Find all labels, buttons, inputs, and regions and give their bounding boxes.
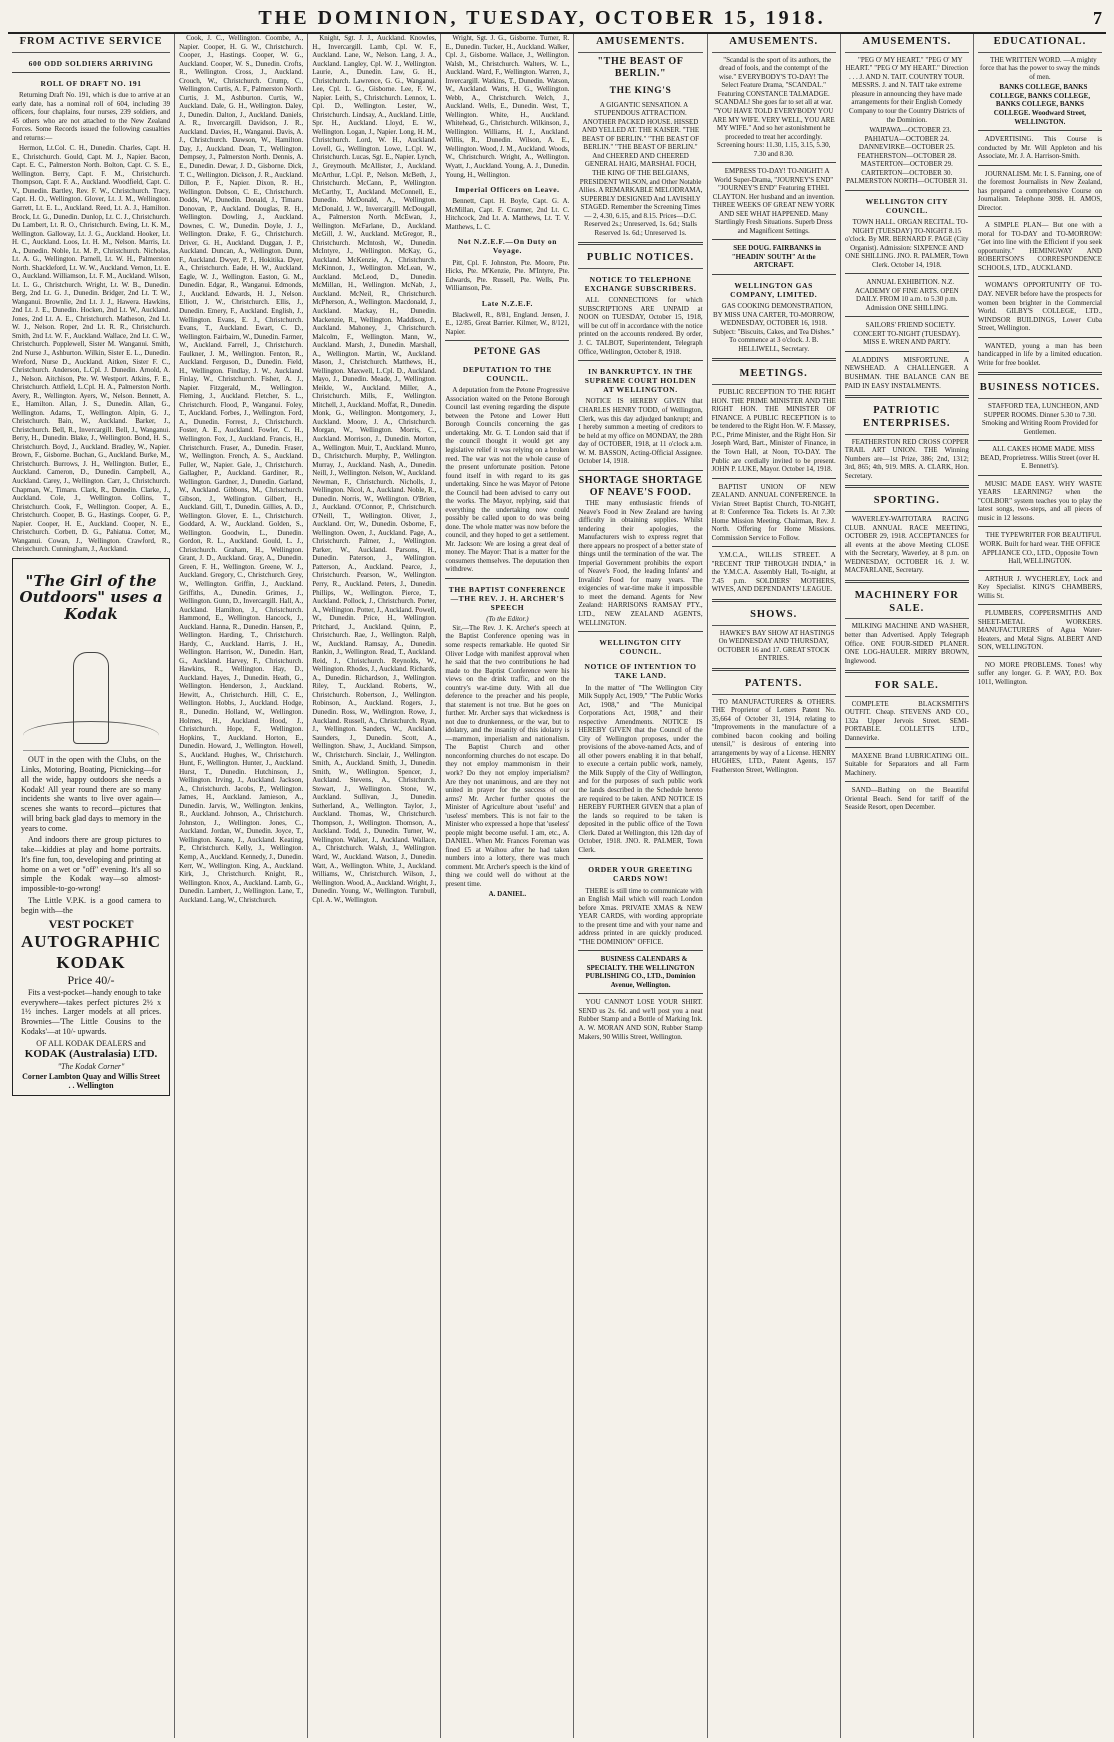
divider xyxy=(712,478,836,479)
ad-body: "Scandal is the sport of its authors, the dread of fools, and the contempt of the wise." EVERYBODY'S TO-DAY! The Select Feature Drama, "SCANDAL." Featuring CONSTANCE TALMADGE. SCANDAL! She goes far to set all at war. "YOU HAVE TOLD EVERYBODY YOU ARE MY WIFE. VERY WELL, YOU ARE MY WIFE." And so her astonishment he proceeded to treat her accordingly. Screening hours: 11.30, 1.15, 3.15, 5.30, 7.30 and 8.30. xyxy=(712,55,835,158)
divider xyxy=(978,372,1102,375)
notice-body: NOTICE IS HEREBY GIVEN that CHARLES HENRY TODD, of Wellington, Clerk, was this day adjudged bankrupt; and I hereby summon a meeting of creditors to be held at my office on MONDAY, the 28th day of OCTOBER, 1918, at 11 o'clock a.m. W. M. BASSON, Acting-Official Assignee. October 14, 1918. xyxy=(578,397,703,466)
subheading: Imperial Officers on Leave. xyxy=(455,185,560,195)
draft-roll: Hermon, Lt.Col. C. H., Dunedin. Charles, Capt. H. E., Christchurch. Gould, Capt. M. J., Napier. Bacon, Capt. E. C., Palmerston North. Bolton, Capt. C. S. E., Wellington. Berry, Capt. F. M., Christchurch. Thompson, Capt. F. A., Auckland. Woodfield, Capt. C. V., Dunedin. Bartley, Rev. F. W., Christchurch. Tracy, Capt. H. O., Wellington. Glover, Lt. J. M., Wellington. Garrett, Lt. E. L., Auckland. Reed, Lt. A. J., Hamilton. Brock, Lt. G., Dunedin. Dunlop, Lt. C. J., Christchurch. Du Lambert, Lt. R. O., Christchurch. Ewing, Lt. K. M., Wellington. Galloway, Lt. J. G., Auckland. Hooker, Lt. H. C., Auckland. Loos, Lt. H. M., Nelson. Marris, Lt. A., Dunedin. Noble, Lt. M. P., Christchurch. Nicholas, Lt. A. G., Wellington. Parnell, Lt. W. H., Palmerston North. Shackleford, Lt. W. W., Auckland. Vernon, Lt. E. O., Auckland. Williamson, Lt. F. M., Auckland. Wilson, Lt. L. G., Christchurch. Wright, Lt. W. B., Dunedin. Berg, 2nd Lt. G. J., Dunedin. Bridger, 2nd Lt. T. W., Wanganui. Brownlie, 2nd Lt. J. J., Hawera. Hawkins, 2nd Lt. J. E., Dunedin. Hocken, 2nd Lt. W., Auckland. Jones, 2nd Lt. A. E., Christchurch. Matheson, 2nd Lt. W. J., Nelson. Roper, 2nd Lt. R. R., Christchurch. Smith, 2nd Lt. W. F., Auckland. Wallace, 2nd Lt. C. W., Christchurch. Popplewell, Sister M. Wanganui. Smith, 2nd Nurse J., Ashburton. Wilkin, Sister E. L., Dunedin. Wreford, Nurse D., Auckland. Aitken, Sister F. C., Christchurch. Anderson, L.Cpl. J. Dunedin. Arnold, A. J., Nelson. Aitchison, Pte. W. Westport. Atkins, F. E., Christchurch. Attfield, L.Cpl. H. A., Palmerston North. Avery, R., Wellington. Ayers, W., Nelson. Bennett, A. E., Hamilton. Allan, J. S., Dunedin. Allan, G., Wellington. Adams, T., Wellington. Alpin, G. J., Christchurch. Bain, W., Auckland. Barker, J., Christchurch. Bell, R., Invercargill. Bell, J., Wanganui. Berry, H., Dunedin. Blake, J., Wellington. Bond, H. S., Christchurch. Boyd, J., Auckland. Bradley, W., Napier. Brown, F., Gisborne. Buchan, G., Auckland. Burke, M., Christchurch. Burrows, J. H., Wellington. Butler, E., Auckland. Cameron, D., Dunedin. Campbell, A., Auckland. Carey, J., Wellington. Carr, J., Christchurch. Chapman, W., Timaru. Clark, R., Dunedin. Clarke, J., Auckland. Cole, J., Wellington. Collins, T., Christchurch. Cook, F., Wellington. Cooper, A. E., Christchurch. Cooper, B. G., Hastings. Cooper, G. P., Napier. Cooper, H. E., Auckland. Cooper, N. E., Christchurch. Corbett, D. G., Pahiatua. Cotter, M., Wanganui. Cowan, J., Wellington. Crawford, R., Christchurch. Cunningham, J., Auckland. xyxy=(12,144,171,554)
ad-body: THE TYPEWRITER FOR BEAUTIFUL WORK. Built for hard wear. THE OFFICE APPLIANCE CO., LTD., Opposite Town Hall, WELLINGTON. xyxy=(979,531,1102,566)
column-6 xyxy=(708,34,841,1738)
masthead xyxy=(8,6,1106,34)
section-heading: AMUSEMENTS. xyxy=(845,34,969,53)
ad-body: STAFFORD TEA, LUNCHEON, AND SUPPER ROOMS. Dinner 5.30 to 7.30. Smoking and Writing Room Provided for Gentlemen. xyxy=(981,402,1099,436)
ad-headline: ORDER YOUR GREETING CARDS NOW! xyxy=(588,865,693,884)
kodak-copy: The Little V.P.K. is a good camera to begin with—the xyxy=(21,895,162,915)
ad-headline: "THE BEAST OF BERLIN." xyxy=(597,55,684,79)
masthead-title: THE DOMINION, TUESDAY, OCTOBER 15, 1918. xyxy=(258,6,826,29)
ad-body: PLUMBERS, COPPERSMITHS AND SHEET-METAL WORKERS. MANUFACTURERS of Agua Water-Heaters, and Metal Signs. ALBERT AND SON, WELLINGTON. xyxy=(977,609,1102,652)
section-heading: AMUSEMENTS. xyxy=(578,34,702,53)
ad-body: WOMAN'S OPPORTUNITY OF TO-DAY. NEVER before have the prospects for women been brighter in the Commercial World. GILBY'S COLLEGE, LTD., WINDSOR BUILDINGS, Lower Cuba Street, Wellington. xyxy=(977,281,1102,333)
article-headline: PETONE GAS xyxy=(474,347,541,358)
section-heading: FOR SALE. xyxy=(845,678,969,697)
ad-body: A GIGANTIC SENSATION. A STUPENDOUS ATTRACTION. ANOTHER PACKED HOUSE. HISSED AND YELLED AT. THE KAISER. "THE BEAST OF BERLIN." "THE BEAST OF BERLIN." "THE BEAST OF BERLIN." And CHEERED AND CHEERED GENERAL HAIG, MARSHAL FOCH, THE KING OF THE BELGIANS, PRESIDENT WILSON, and Other Notable Allies. A REMARKABLE MELODRAMA, SUPERBLY DESIGNED And LAVISHLY STAGED. Remember the Screening Times— 2, 4.30, 6.15, and 8.15. Prices—D.C. Reserved 2s.; Unreserved, 1s. 6d.; Stalls Reserved 1s. 6d.; Unreserved 1s. xyxy=(578,100,703,237)
kodak-copy: Fits a vest-pocket—handy enough to take everywhere—takes perfect pictures 2½ x 1½ inches. Larger models at all prices. Brownies—'The Little Cousins to the Kodaks'—at 10/- upwards. xyxy=(21,987,162,1036)
subheading: Late N.Z.E.F. xyxy=(481,298,533,308)
section-heading: MEETINGS. xyxy=(712,366,836,385)
section-heading: MACHINERY FOR SALE. xyxy=(845,588,969,620)
ad-headline: WELLINGTON CITY COUNCIL. xyxy=(865,196,948,215)
divider xyxy=(845,580,969,583)
draft-roll: Wright, Sgt. J. G., Gisborne. Turner, R. E., Dunedin. Tucker, H., Auckland. Walker, Cpl. J., Gisborne. Wallace, J., Wellington. Walsh, M., Christchurch. Walters, W. L., Auckland. Ward, F., Wellington. Warren, J., Invercargill. Watkins, T., Dunedin. Watson, W., Auckland. Watts, H. G., Wellington. Webb, A., Christchurch. Welch, J., Auckland. Wells, E., Dunedin. West, T., Wellington. White, H., Auckland. Whitehead, G., Christchurch. Wilkinson, J., Wellington. Williams, H. J., Auckland. Willis, R., Dunedin. Wilson, A. E., Wellington. Wood, J. M., Auckland. Woods, W., Christchurch. Wright, A., Wellington. Wyatt, J., Auckland. Young, A. J., Dunedin. Young, H., Wellington. xyxy=(445,34,570,179)
divider xyxy=(978,475,1102,476)
ad-body: THE many enthusiastic friends of Neave's Food in New Zealand are having difficulty in obtaining supplies. Whilst tendering their apologies, the Manufacturers wish to express regret that there appears no prospect of a better state of things until the termination of the war. The Imperial Government prohibits the export of Neave's Food, the leading Infants' and Invalids' Food for many years. The exigencies of war-time make it impossible to meet the demand. Agents for New Zealand: HARRISONS RAMSAY PTY., LTD., NEW ZEALAND AGENTS, WELLINGTON. xyxy=(578,499,703,627)
divider xyxy=(978,216,1102,217)
ad-body: YOU CANNOT LOSE YOUR SHIRT. SEND us 2s. 6d. and we'll post you a neat Rubber Stamp and a Bottle of Marking Ink. A. W. MORAN AND SON, Rubber Stamp Makers, 90 Willis Street, Wellington. xyxy=(578,998,703,1041)
divider xyxy=(845,781,969,782)
notice-body: FEATHERSTON RED CROSS COPPER TRAIL ART UNION. THE Winning Numbers are—1st Prize, 386; 2nd, 1312; 3rd, 865; 4th, 919. MRS. A. CLARK, Hon. Secretary. xyxy=(844,437,969,480)
subheading: 600 ODD SOLDIERS ARRIVING xyxy=(28,58,154,68)
column-4 xyxy=(441,34,574,1738)
tour-list: WAIPAWA—OCTOBER 23. PAHIATUA—OCTOBER 24. DANNEVIRKE—OCTOBER 25. FEATHERSTON—OCTOBER 28. MASTERTON—OCTOBER 29. CARTERTON—OCTOBER 30. PALMERSTON NORTH—OCTOBER 31. xyxy=(846,126,968,186)
notice-body: PUBLIC RECEPTION TO THE RIGHT HON. THE PRIME MINISTER AND THE RIGHT HON. THE MINISTER OF FINANCE. A PUBLIC RECEPTION is to be tendered to the Right Hon. W. F. Massey, P.C., Prime Minister, and the Right Hon. Sir Joseph Ward, Bart., Minister of Finance, in the Town Hall, at Noon, TO-DAY. The Public are cordially invited to be present. JOHN P. LUKE, Mayor. October 14, 1918. xyxy=(711,388,836,474)
notice-body: ALL CONNECTIONS for which SUBSCRIPTIONS ARE UNPAID at NOON on TUESDAY, October 15, 1918, will be cut off in accordance with the notice printed on the accounts rendered. By order, J. C. TALBOT, Superintendent, Telegraph Office, Wellington, October 8, 1918. xyxy=(578,296,703,356)
ad-body: ALL CAKES HOME MADE. MISS BEAD, Proprietress. Willis Street (over H. E. Bennett's). xyxy=(980,445,1100,471)
ad-body: ANNUAL EXHIBITION. N.Z. ACADEMY OF FINE ARTS. OPEN DAILY. FROM 10 a.m. to 5.30 p.m. Admission ONE SHILLING. xyxy=(854,278,959,312)
section-heading: FROM ACTIVE SERVICE xyxy=(12,34,170,53)
ad-body: BANKS COLLEGE, BANKS COLLEGE, BANKS COLLEGE, BANKS COLLEGE, BANKS COLLEGE. Woodward Street, WELLINGTON. xyxy=(989,83,1091,126)
kodak-illustration xyxy=(23,630,159,751)
notice-headline: WELLINGTON CITY COUNCIL. xyxy=(599,638,682,657)
ad-body: SAND—Bathing on the Beautiful Oriental Beach. Send for tariff of the Seaside Resort, open December. xyxy=(844,786,969,812)
kodak-dealers: OF ALL KODAK DEALERS and xyxy=(36,1038,146,1048)
draft-roll: Cook, J. C., Wellington. Coombe, A., Napier. Cooper, H. G. W., Christchurch. Cooper, J., Hastings. Cooper, W. G., Auckland. Cooper, W. S., Dunedin. Crofts, R., Wellington. Cross, J., Auckland. Crouch, W., Christchurch. Crump, C., Wellington. Curtis, A. F., Palmerston North. Curtis, J. M., Ashburton. Curtis, W., Auckland. Dale, G. H., Wellington. Daley, J., Dunedin. Dalton, J., Auckland. Daniels, A. R., Invercargill. Davidson, J. R., Auckland. Davies, H., Wanganui. Davis, A. J., Christchurch. Dawson, W., Hamilton. Day, J., Auckland. Dean, T., Wellington. Dempsey, J., Palmerston North. Dennis, A. E., Dunedin. Dewar, J. D., Gisborne. Dick, T. C., Wellington. Dickson, J. R., Auckland. Dillon, P. F., Napier. Dixon, R. H., Wellington. Dobson, C. E., Christchurch. Dodds, W., Dunedin. Donald, J., Timaru. Donovan, P., Auckland. Douglas, R. H., Wellington. Dowling, J., Auckland. Downes, C. W., Dunedin. Doyle, J. J., Wellington. Drake, F. G., Christchurch. Driver, G. H., Auckland. Duggan, J. P., Auckland. Duncan, A., Wellington. Dunn, F., Auckland. Dwyer, P. J., Hokitika. Dyer, A., Christchurch. Eade, H. W., Auckland. Eagle, W. J., Wellington. Easton, G. M., Dunedin. Edgar, R., Wanganui. Edmonds, J., Auckland. Edwards, H. J., Nelson. Elliott, J. W., Christchurch. Ellis, J., Dunedin. Emery, F., Auckland. English, J., Wellington. Evans, E. J., Christchurch. Evans, T., Auckland. Ewart, C. D., Wellington. Fairbairn, W., Dunedin. Farmer, W., Auckland. Farrell, J., Christchurch. Faulkner, J. M., Wellington. Fenton, R., Auckland. Ferguson, D., Dunedin. Field, H., Wellington. Findlay, J. W., Auckland. Finlay, W., Christchurch. Fisher, A. J., Napier. Fitzgerald, M., Wellington. Fleming, J., Auckland. Fletcher, S. L., Christchurch. Flood, P., Wanganui. Foley, T., Auckland. Forbes, J., Wellington. Ford, A., Dunedin. Forrest, J., Christchurch. Foster, A. E., Auckland. Fowler, C. H., Wellington. Fox, J., Auckland. Francis, H., Christchurch. Fraser, A., Dunedin. Fraser, W., Wellington. French, A. S., Auckland. Fuller, W., Napier. Gale, J., Christchurch. Gallagher, P., Auckland. Gardiner, R., Wellington. Gardner, J., Dunedin. Garland, W., Auckland. Gibbons, M., Christchurch. Gibson, J., Wellington. Gilbert, H., Auckland. Gill, T., Dunedin. Gillies, A. D., Wellington. Glover, E. L., Christchurch. Goddard, A. W., Auckland. Golden, S., Wellington. Goodwin, L., Dunedin. Gordon, R. L., Auckland. Gould, L. J., Christchurch. Graham, H., Wellington. Grant, J. D., Auckland. Gray, A., Dunedin. Green, F. H., Wellington. Greene, W. J., Auckland. Gregory, C., Christchurch. Grey, W., Wellington. Griffin, J., Auckland. Griffiths, A., Dunedin. Grimes, J., Wellington. Gunn, D., Invercargill. Hall, A., Auckland. Hamilton, J., Christchurch. Hammond, E., Wellington. Hancock, J., Auckland. Hanna, R., Dunedin. Hansen, P., Wellington. Harding, T., Christchurch. Hardy, C., Auckland. Harris, J. H., Wellington. Harrison, W., Dunedin. Hart, G., Auckland. Harvey, F., Christchurch. Hawkins, R., Wellington. Hay, D., Auckland. Hayes, J., Dunedin. Heath, G., Wellington. Henderson, J., Auckland. Hewitt, A., Christchurch. Hill, C. E., Wellington. Hobbs, J., Auckland. Hodge, R., Dunedin. Holland, W., Wellington. Holmes, H., Auckland. Hood, J., Christchurch. Hope, F., Wellington. Hopkins, T., Auckland. Horton, E., Dunedin. Howard, J., Wellington. Howell, S., Auckland. Hughes, W., Christchurch. Hunt, F., Wellington. Hunter, J., Auckland. Hurst, T., Dunedin. Hutchinson, J., Wellington. Irving, J., Auckland. Jackson, A., Christchurch. Jacobs, P., Wellington. James, H., Auckland. Jamieson, A., Dunedin. Jarvis, W., Wellington. Jenkins, R., Auckland. Johnson, A., Christchurch. Johnston, J., Wellington. Jones, C., Auckland. Jordan, W., Dunedin. Joyce, T., Wellington. Keane, J., Auckland. Keating, P., Christchurch. Kelly, J., Wellington. Kemp, A., Auckland. Kennedy, J., Dunedin. Kerr, W., Wellington. King, A., Auckland. Kirk, J., Christchurch. Knight, R., Wellington. Knox, A., Auckland. Lamb, G., Dunedin. Lambert, J., Wellington. Lane, T., Auckland. Lang, W., Christchurch. xyxy=(179,34,304,904)
column-2 xyxy=(175,34,308,1738)
columns xyxy=(8,34,1106,1738)
ad-body: THE WRITTEN WORD. —A mighty force that has the power to sway the minds of men. xyxy=(980,55,1100,81)
section-heading: PUBLIC NOTICES. xyxy=(578,250,702,269)
ad-body: THERE is still time to communicate with an English Mail which will reach London before Xmas. PRIVATE XMAS & NEW YEAR CARDS, with wording appropriate to the present time and with your name and address printed in are quickly produced. "THE DOMINION" OFFICE. xyxy=(578,886,703,946)
ad-body: ADVERTISING. This Course is conducted by Mr. Will Appleton and his Associate, Mr. J. A. Harrison-Smith. xyxy=(977,135,1102,161)
others-list: Pitt, Cpl. F. Johnston, Pte. Moore, Pte. Hicks, Pte. M'Kenzie, Pte. M'Intyre, Pte. Edwards, Pte. Russell, Pte. Wells, Pte. Williamson, Pte. xyxy=(445,258,570,293)
ad-body: JOURNALISM. Mr. I. S. Fanning, one of the foremost Journalists in New Zealand, has prepared a comprehensive Course on Journalism. Telephone 3098. H. AMOS, Director. xyxy=(977,169,1102,212)
ad-body: BUSINESS CALENDARS & SPECIALTY. THE WELLINGTON PUBLISHING CO., LTD., Dominion Avenue, Wellington. xyxy=(585,955,696,989)
divider xyxy=(712,546,836,547)
ad-body: MAXENE Brand LUBRICATING OIL. Suitable for Separators and all Farm Machinery. xyxy=(844,751,969,777)
kodak-advertisement xyxy=(12,558,170,1096)
kodak-headline: "The Girl of the Outdoors" uses a Kodak xyxy=(19,571,163,623)
divider xyxy=(445,340,569,341)
divider xyxy=(12,72,170,73)
divider xyxy=(578,993,702,994)
section-heading: PATENTS. xyxy=(712,676,836,695)
divider xyxy=(578,950,702,951)
section-heading: EDUCATIONAL. xyxy=(978,34,1102,53)
ad-body: EMPRESS TO-DAY! TO-NIGHT! A World Super-Drama, "JOURNEY'S END" "JOURNEY'S END" Featuring ETHEL CLAYTON. Her husband and an invention. THREE WEEKS OF GREAT NEW YORK AND SEE WHAT HAPPENED. Many Startlingly Fresh Situations. Superb Dress and Magnificent Settings. xyxy=(712,167,835,235)
article-signature: A. DANIEL. xyxy=(488,890,527,899)
divider xyxy=(845,747,969,748)
page-number: 7 xyxy=(1093,7,1102,28)
article-headline: THE BAPTIST CONFERENCE—THE REV. J. H. ARCHER'S SPEECH xyxy=(448,584,567,613)
ad-body: SAILORS' FRIEND SOCIETY. CONCERT TO-NIGHT (TUESDAY). MISS E. WREN AND PARTY. xyxy=(853,321,961,347)
ad-title: THE KING'S xyxy=(609,86,672,97)
kodak-product-line2: AUTOGRAPHIC KODAK xyxy=(21,931,162,972)
kodak-copy: OUT in the open with the Clubs, on the Links, Motoring, Boating, Picnicking—for all the wide, happy outdoors she needs a Kodak! All year round there are so many incidents she wants to live over again—scenes she wants to record—pictures that will bring back glad days to memory in the years to come. xyxy=(21,755,162,833)
notice-subheadline: NOTICE OF INTENTION TO TAKE LAND. xyxy=(584,662,697,681)
divider xyxy=(845,395,969,398)
divider xyxy=(712,274,836,275)
divider xyxy=(978,656,1102,657)
column-1 xyxy=(8,34,175,1738)
notice-headline: IN BANKRUPTCY. IN THE SUPREME COURT HOLDEN AT WELLINGTON. xyxy=(584,367,697,395)
ad-body: HAWKE'S BAY SHOW AT HASTINGS On WEDNESDAY AND THURSDAY, OCTOBER 16 and 17. GREAT STOCK ENTRIES. xyxy=(717,628,835,663)
divider xyxy=(712,668,836,671)
ad-body: TO MANUFACTURERS & OTHERS. THE Proprietor of Letters Patent No. 35,664 of October 31, 1914, relating to "Improvements in the manufacture of a combined bacon cooking and boiling utensil," is desirous of entering into arrangements by way of a License. HENRY HUGHES, LTD., Patent Agents, 157 Featherston Street, Wellington. xyxy=(711,697,836,774)
late-list: Blackwell, R., 8/81, England. Jensen, J. E., 12/85, Great Barrier. Kilmer, W., 8/121, Napier. xyxy=(445,310,570,336)
section-heading: SHOWS. xyxy=(712,607,836,626)
ad-body: WANTED, young a man has been handicapped in life by a limited education. Write for free booklet. xyxy=(977,341,1102,367)
notice-body: BAPTIST UNION OF NEW ZEALAND. ANNUAL CONFERENCE. In Vivian Street Baptist Church, TO-NIGHT, at 8: Conference Tea. Tickets 1s. At 7.30: Home Mission Meeting. Chairman, Rev. J. North. Offering for Home Missions. Commission Service to Follow. xyxy=(711,482,836,542)
subheading: Not N.Z.E.F.—On Duty on Voyage. xyxy=(457,237,557,256)
divider xyxy=(845,190,969,191)
article-subheadline: (To the Editor.) xyxy=(486,615,529,624)
divider xyxy=(578,360,702,361)
divider xyxy=(978,276,1102,277)
section-heading: AMUSEMENTS. xyxy=(712,34,836,53)
kodak-firm: KODAK (Australasia) LTD. xyxy=(24,1048,158,1061)
divider xyxy=(978,440,1102,441)
ad-headline: WELLINGTON GAS COMPANY, LIMITED. xyxy=(730,281,818,300)
notice-body: WAVERLEY-WAITOTARA RACING CLUB. ANNUAL RACE MEETING, OCTOBER 29, 1918. ACCEPTANCES for all events at the above Meeting CLOSE with the Secretary, Waverley, at 8 p.m. on WEDNESDAY, OCTOBER 16. J. W. MACFARLANE, Secretary. xyxy=(844,515,969,575)
ad-body: MUSIC MADE EASY. WHY WASTE YEARS LEARNING? when the "COLBOR" system teaches you to play the latest songs, two-steps, and all pieces of music in 12 lessons. xyxy=(977,479,1102,522)
ad-body: GAS COOKING DEMONSTRATION, BY MISS UNA CARTER, TO-MORROW, WEDNESDAY, OCTOBER 16, 1918. Subject: "Biscuits, Cakes, and Tea Dishes." To commence at 3 o'clock. J. B. HELLIWELL, Secretary. xyxy=(712,302,835,353)
draft-roll: Knight, Sgt. J. J., Auckland. Knowles, H., Invercargill. Lamb, Cpl. W. F., Auckland. Lane, W., Nelson. Lang, J. A., Auckland. Langley, Cpl. W. J., Wellington. Laurie, A., Dunedin. Law, G. H., Christchurch. Lawrence, G. G., Wanganui. Lee, Cpl. L. G., Gisborne. Lee, F. W., Napier. Leith, S., Christchurch. Lennox, L. Cpl. D., Wellington. Lester, W., Christchurch. Lindsay, A., Auckland. Little, Spr. H., Auckland. Lloyd, E. W., Wellington. Logan, J., Napier. Long, H. M., Christchurch. Lord, W. H., Auckland. Lovell, G., Wellington. Lowe, L.Cpl. W., Christchurch. Lucas, Sgt. E., Napier. Lynch, J., Greymouth. McAllister, J., Auckland. McArthur, L.Cpl. P., Nelson. McBeth, J., Christchurch. McCann, P., Wellington. McCarthy, T., Auckland. McConnell, E., Dunedin. McDonald, A., Wellington. McDonald, J. W., Invercargill. McDougall, A., Palmerston North. McEwan, J., Wellington. McFarlane, D., Auckland. McGill, J. W., Auckland. McGregor, R., Christchurch. McIntosh, W., Dunedin. McIntyre, J., Wellington. McKay, G., Auckland. McKenzie, A., Christchurch. McKinnon, J., Wellington. McLean, W., Auckland. McLeod, D., Dunedin. McMillan, H., Wellington. McNab, J., Auckland. McNeil, R., Christchurch. McPherson, A., Wellington. Macdonald, J., Auckland. Mackay, H., Dunedin. Mackenzie, R., Wellington. Maddison, J., Auckland. Mahoney, J., Christchurch. Malcolm, F., Wellington. Mann, W., Auckland. Marsh, J., Dunedin. Marshall, A., Wellington. Martin, W., Auckland. Mason, J., Christchurch. Matthews, H., Wellington. Maxwell, L.Cpl. D., Auckland. Mayo, J., Dunedin. Meade, J., Wellington. Meikle, W., Auckland. Miller, A., Christchurch. Mills, F., Wellington. Mitchell, J., Auckland. Moffat, R., Dunedin. Monk, G., Wellington. Montgomery, J., Auckland. Moore, J. A., Christchurch. Morgan, W., Wellington. Morris, C., Auckland. Morrison, J., Dunedin. Morton, A., Wellington. Muir, T., Auckland. Munro, D., Christchurch. Murphy, P., Wellington. Murray, J., Auckland. Nash, A., Dunedin. Neill, J., Wellington. Nelson, W., Auckland. Newman, F., Christchurch. Nicholls, J., Wellington. Nicol, A., Auckland. Noble, R., Dunedin. Norris, W., Wellington. O'Brien, J., Auckland. O'Connor, P., Christchurch. O'Neill, T., Wellington. Oliver, J., Auckland. Orr, W., Dunedin. Osborne, F., Wellington. Owen, J., Auckland. Page, A., Christchurch. Palmer, J., Wellington. Parker, W., Auckland. Parsons, H., Dunedin. Paterson, J., Wellington. Patterson, A., Auckland. Pearce, J., Christchurch. Pearson, W., Wellington. Perry, R., Auckland. Peters, J., Dunedin. Phillips, W., Wellington. Pierce, T., Auckland. Pollock, J., Christchurch. Porter, A., Wellington. Potter, J., Auckland. Powell, W., Dunedin. Price, H., Wellington. Pritchard, J., Auckland. Quinn, P., Christchurch. Rae, J., Wellington. Ralph, W., Auckland. Ramsay, A., Dunedin. Rankin, J., Wellington. Read, T., Auckland. Reid, J., Christchurch. Reynolds, W., Wellington. Rhodes, J., Auckland. Richards, A., Dunedin. Richardson, J., Wellington. Riley, T., Auckland. Roberts, W., Christchurch. Robertson, J., Wellington. Robinson, A., Auckland. Rogers, J., Dunedin. Ross, W., Wellington. Rowe, J., Auckland. Russell, A., Christchurch. Ryan, J., Wellington. Sanders, W., Auckland. Saunders, J., Dunedin. Scott, A., Wellington. Shaw, J., Auckland. Simpson, W., Christchurch. Sinclair, J., Wellington. Smith, A., Auckland. Smith, J., Dunedin. Smith, W., Wellington. Spencer, J., Auckland. Stevens, A., Christchurch. Stewart, J., Wellington. Stone, W., Auckland. Sullivan, J., Dunedin. Sutherland, A., Wellington. Taylor, J., Auckland. Thomas, W., Christchurch. Thompson, J., Wellington. Thomson, A., Auckland. Todd, J., Dunedin. Turner, W., Wellington. Walker, J., Auckland. Wallace, A., Christchurch. Walsh, J., Wellington. Ward, W., Auckland. Watson, J., Dunedin. Watt, A., Wellington. White, J., Auckland. Williams, W., Christchurch. Wilson, J., Wellington. Wood, A., Auckland. Wright, J., Dunedin. Young, W., Wellington. Turnbull, Cpl. A. W., Wellington. xyxy=(312,34,437,904)
divider xyxy=(978,130,1102,131)
section-heading: PATRIOTIC ENTERPRISES. xyxy=(845,403,969,435)
column-5 xyxy=(574,34,707,1738)
divider xyxy=(712,358,836,361)
article-body: Sir,—The Rev. J. K. Archer's speech at the Baptist Conference opening was in some respects remarkable. He quoted Sir Oliver Lodge with manifest approval when he said that the two contributions he had made to the Baptist Conference were his views on the drink traffic, and on the country's war-time duty. With all due deference to the preacher and his people, that statement is not true. But he goes on further. Mr. Archer says that wickedness is not due to drunkenness, or the war, but to idolatry, and the insanity of this idolatry is—mammon, imperialism and nationalism. The Baptist Church and other nonconforming churches do not escape. Do they not employ mammonism in their work? Do they not employ imperialism? Are they not unanimous, and are they not united in prayer for the success of our arms? Mr. Archer further quotes the Minister of Agriculture about 'useful' and 'useless' members. This is not fair to the Minister who expressed a hope that 'useless' people might become useful. I am, etc., A. DANIEL. When Mr. Frances Foreman was fined £5 at Waihou after he had taken numbers into a lottery, there was much comment. Mr. Archer's speech is the kind of thing we could well do without at the present time. xyxy=(445,623,570,888)
ad-body: SEE DOUG. FAIRBANKS in "HEADIN' SOUTH" At the ARTCRAFT. xyxy=(731,244,822,270)
article-subheadline: DEPUTATION TO THE COUNCIL. xyxy=(462,365,552,384)
divider xyxy=(712,239,836,240)
divider xyxy=(845,273,969,274)
divider xyxy=(712,599,836,602)
article-body: A deputation from the Petone Progressive Association waited on the Petone Borough Council last evening regarding the dispute between the Petone and Lower Hutt Borough Councils concerning the gas undertaking. Mr. G. T. London said that if the council thought it would get any legislative relief it was relying on a broken reed. The war was not the whole cause of the present unfortunate position. Petone found itself in with regard to its gas undertaking. Since he was Mayor of Petone the Council had been advised to carry out the works. The Mayor, replying, said that everything the undertaking now could possibly be called upon to do was being done. The whole matter was now before the council, and they hoped to get a settlement. Mr. Jackson: We are losing a great deal of money. The Mayor: That is a matter for the consumers themselves. The deputation then withdrew. xyxy=(445,386,570,574)
divider xyxy=(578,470,702,471)
divider xyxy=(978,337,1102,338)
column-8 xyxy=(974,34,1106,1738)
notice-body: In the matter of "The Wellington City Milk Supply Act, 1909," "The Public Works Act, 1908," and "The Municipal Corporations Act, 1908," and their respective Amendments. NOTICE IS HEREBY GIVEN that the Council of the City of Wellington proposes, under the provisions of the above-named Acts, and of all other powers enabling it in that behalf, to execute a certain public work, namely, the Milk Supply of the City of Wellington, and for the purposes of such public work the lands described in the Schedule hereto are required to be taken. AND NOTICE IS HEREBY FURTHER GIVEN that a plan of the lands so required to be taken is deposited in the public office of the Town Clerk. Dated at Wellington, this 12th day of October, 1918. JNO. R. PALMER, Town Clerk. xyxy=(578,683,703,854)
kodak-address: Corner Lambton Quay and Willis Street . . Wellington xyxy=(22,1071,160,1091)
subheading: ROLL OF DRAFT NO. 191 xyxy=(40,78,142,88)
notice-headline: NOTICE TO TELEPHONE EXCHANGE SUBSCRIBERS. xyxy=(584,275,697,294)
officer-list: Bennett, Capt. H. Boyle, Capt. G. A. McMillan, Capt. F. Cranmer, 2nd Lt. C. Hitchcock, 2nd Lt. A. Matthews, Lt. T. V. Matthews, L. C. xyxy=(445,197,570,231)
divider xyxy=(845,485,969,488)
notice-body: Y.M.C.A., WILLIS STREET. A "RECENT TRIP THROUGH INDIA," in the Y.M.C.A. Assembly Hall, To-night, at 7.45 p.m. SOLDIERS' MOTHERS, WIVES, AND DEPENDANTS' LEAGUE. xyxy=(711,551,836,594)
kodak-shop: "The Kodak Corner" xyxy=(57,1061,125,1071)
divider xyxy=(845,670,969,673)
kodak-copy: And indoors there are group pictures to take—kiddies at play and home portraits. It's fine fun, too, developing and printing at home on a wet or "off" evening. It's all so simple the Kodak way—so almost-impossible-to-go-wrong! xyxy=(21,835,162,894)
ad-body: COMPLETE BLACKSMITH'S OUTFIT. Cheap. STEVENS AND CO., 132a Upper Jervois Street. SEMI-PORTABLE. COLLETTS LTD., Dannevirke. xyxy=(844,699,969,743)
kodak-body xyxy=(13,751,169,1095)
divider xyxy=(978,526,1102,527)
divider xyxy=(978,165,1102,166)
divider xyxy=(845,351,969,352)
divider xyxy=(578,242,702,245)
article-intro: Returning Draft No. 191, which is due to arrive at an early date, has a nominal roll of 604, including 39 officers, four chaplains, four nurses, 239 soldiers, and 45 others who are not attached to the New Zealand Forces. Some Records issued the following casualties and returns:— xyxy=(12,91,171,142)
ad-body: MILKING MACHINE AND WASHER, better than Advertised. Apply Telegraph Office. ONE FOUR-SIDED PLANER. ONE LOG-HAULER. MIRRY BROWN, Inglewood. xyxy=(844,622,969,665)
woman-figure xyxy=(73,652,109,744)
divider xyxy=(978,570,1102,571)
kodak-price: Price 40/- xyxy=(67,973,115,988)
ad-body: "PEG O' MY HEART." "PEG O' MY HEART." "PEG O' MY HEART." Direction . . . J. AND N. TAIT. COUNTRY TOUR. MESSRS. J. and N. TAIT take extreme pleasure in announcing they have made arrangements for their English Comedy Company to tour the Country Districts of the Dominion. xyxy=(845,55,969,124)
divider xyxy=(578,858,702,859)
section-heading: BUSINESS NOTICES. xyxy=(978,380,1102,399)
ad-body: TOWN HALL. ORGAN RECITAL. TO-NIGHT (TUESDAY) TO-NIGHT 8.15 o'clock. By MR. BERNARD F. PAGE (City Organist). Admission: SIXPENCE AND ONE SHILLING. JNO. R. PALMER, Town Clerk. October 14, 1918. xyxy=(845,218,969,269)
divider xyxy=(845,316,969,317)
kodak-product-line1: VEST POCKET xyxy=(48,917,134,932)
ad-body: ALADDIN'S MISFORTUNE. A NEWSHEAD. A CHALLENGER. A BUSHMAN. THE BALANCE CAN BE PAID IN EASY INSTALMENTS. xyxy=(844,355,969,390)
ad-body: A SIMPLE PLAN— But one with a moral for TO-DAY and TO-MORROW: "Get into line with the Efficient if you seek opportunity." HEMINGWAY AND ROBERTSON'S CORRESPONDENCE SCHOOLS, LTD., AUCKLAND. xyxy=(977,221,1102,272)
divider xyxy=(712,162,836,163)
ad-body: ARTHUR J. WYCHERLEY, Lock and Key Specialist. KING'S CHAMBERS, Willis St. xyxy=(977,574,1102,600)
section-heading: SPORTING. xyxy=(845,493,969,512)
column-7 xyxy=(841,34,974,1738)
ad-body: NO MORE PROBLEMS. Tones! why suffer any longer. G. P. WAY, P.O. Box 1011, Wellington. xyxy=(977,660,1102,686)
divider xyxy=(978,604,1102,605)
ad-headline: SHORTAGE SHORTAGE OF NEAVE'S FOOD. xyxy=(578,474,703,498)
column-3 xyxy=(308,34,441,1738)
divider xyxy=(578,631,702,632)
divider xyxy=(445,578,569,579)
